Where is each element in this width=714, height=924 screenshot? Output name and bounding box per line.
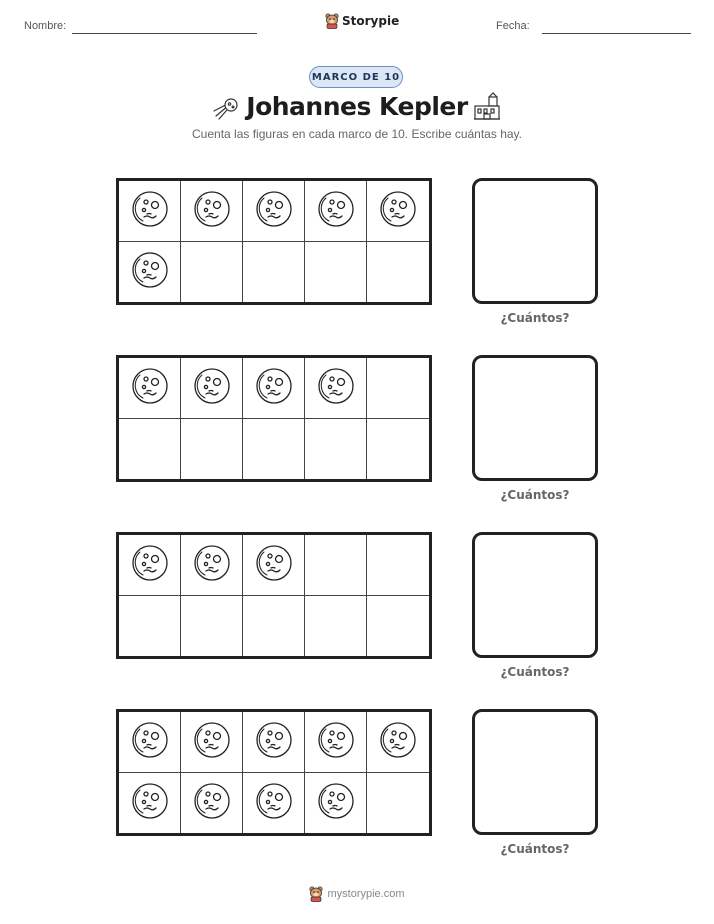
frame-cell [367, 419, 429, 480]
moon-icon [131, 190, 169, 232]
frame-cell [305, 535, 367, 596]
moon-icon [379, 190, 417, 232]
frame-cell [119, 596, 181, 657]
frame-cell [181, 181, 243, 242]
moon-icon [131, 544, 169, 586]
answer-label: ¿Cuántos? [500, 665, 570, 679]
page-title: Johannes Kepler [246, 92, 468, 121]
frame-cell [243, 773, 305, 834]
bear-icon [309, 886, 323, 902]
frame-cell [305, 242, 367, 303]
date-line[interactable] [542, 33, 691, 34]
footer-url: mystorypie.com [327, 888, 405, 900]
ten-frame [116, 709, 432, 836]
frame-cell [243, 181, 305, 242]
ten-frame [116, 355, 432, 482]
moon-icon [193, 782, 231, 824]
moon-icon [193, 721, 231, 763]
frame-cell [119, 242, 181, 303]
frame-cell [367, 358, 429, 419]
frame-cell [181, 773, 243, 834]
moon-icon [255, 544, 293, 586]
moon-icon [317, 721, 355, 763]
bear-icon [325, 13, 339, 29]
moon-icon [131, 721, 169, 763]
logo-text: Storypie [342, 14, 400, 28]
answer-box[interactable] [472, 355, 598, 481]
answer-box[interactable] [472, 709, 598, 835]
frame-cell [305, 773, 367, 834]
frame-cell [119, 419, 181, 480]
frame-cell [305, 181, 367, 242]
moon-icon [255, 721, 293, 763]
logo [325, 13, 399, 29]
moon-icon [131, 251, 169, 293]
frame-cell [243, 419, 305, 480]
frame-cell [119, 712, 181, 773]
instructions: Cuenta las figuras en cada marco de 10. Escribe cuántas hay. [192, 127, 522, 141]
frame-cell [181, 712, 243, 773]
name-line[interactable] [72, 33, 257, 34]
frame-cell [119, 773, 181, 834]
ten-frame [116, 532, 432, 659]
frame-cell [367, 596, 429, 657]
answer-label: ¿Cuántos? [500, 488, 570, 502]
answer-label: ¿Cuántos? [500, 842, 570, 856]
frame-cell [119, 358, 181, 419]
frame-cell [305, 712, 367, 773]
frame-cell [305, 358, 367, 419]
worksheet-type-badge: MARCO DE 10 [309, 66, 403, 88]
moon-icon [193, 544, 231, 586]
moon-icon [131, 367, 169, 409]
frame-cell [243, 712, 305, 773]
moon-icon [317, 782, 355, 824]
moon-icon [317, 190, 355, 232]
moon-icon [193, 190, 231, 232]
answer-label: ¿Cuántos? [500, 311, 570, 325]
moon-icon [255, 190, 293, 232]
frame-cell [243, 596, 305, 657]
frame-cell [119, 181, 181, 242]
answer-box[interactable] [472, 532, 598, 658]
moon-icon [379, 721, 417, 763]
ten-frame [116, 178, 432, 305]
footer [0, 886, 714, 902]
moon-icon [131, 782, 169, 824]
frame-cell [181, 596, 243, 657]
frame-cell [367, 773, 429, 834]
frame-cell [367, 535, 429, 596]
frame-cell [243, 535, 305, 596]
frame-cell [181, 535, 243, 596]
frame-cell [305, 596, 367, 657]
moon-icon [317, 367, 355, 409]
frame-cell [243, 358, 305, 419]
frame-cell [367, 712, 429, 773]
date-label: Fecha: [496, 20, 530, 32]
frame-cell [305, 419, 367, 480]
frame-cell [181, 242, 243, 303]
name-label: Nombre: [24, 20, 67, 32]
frame-cell [181, 419, 243, 480]
answer-box[interactable] [472, 178, 598, 304]
moon-icon [255, 782, 293, 824]
moon-icon [255, 367, 293, 409]
moon-icon [193, 367, 231, 409]
frame-cell [119, 535, 181, 596]
frame-cell [181, 358, 243, 419]
frame-cell [367, 242, 429, 303]
frame-cell [367, 181, 429, 242]
frame-cell [243, 242, 305, 303]
observatory-icon [472, 92, 502, 122]
